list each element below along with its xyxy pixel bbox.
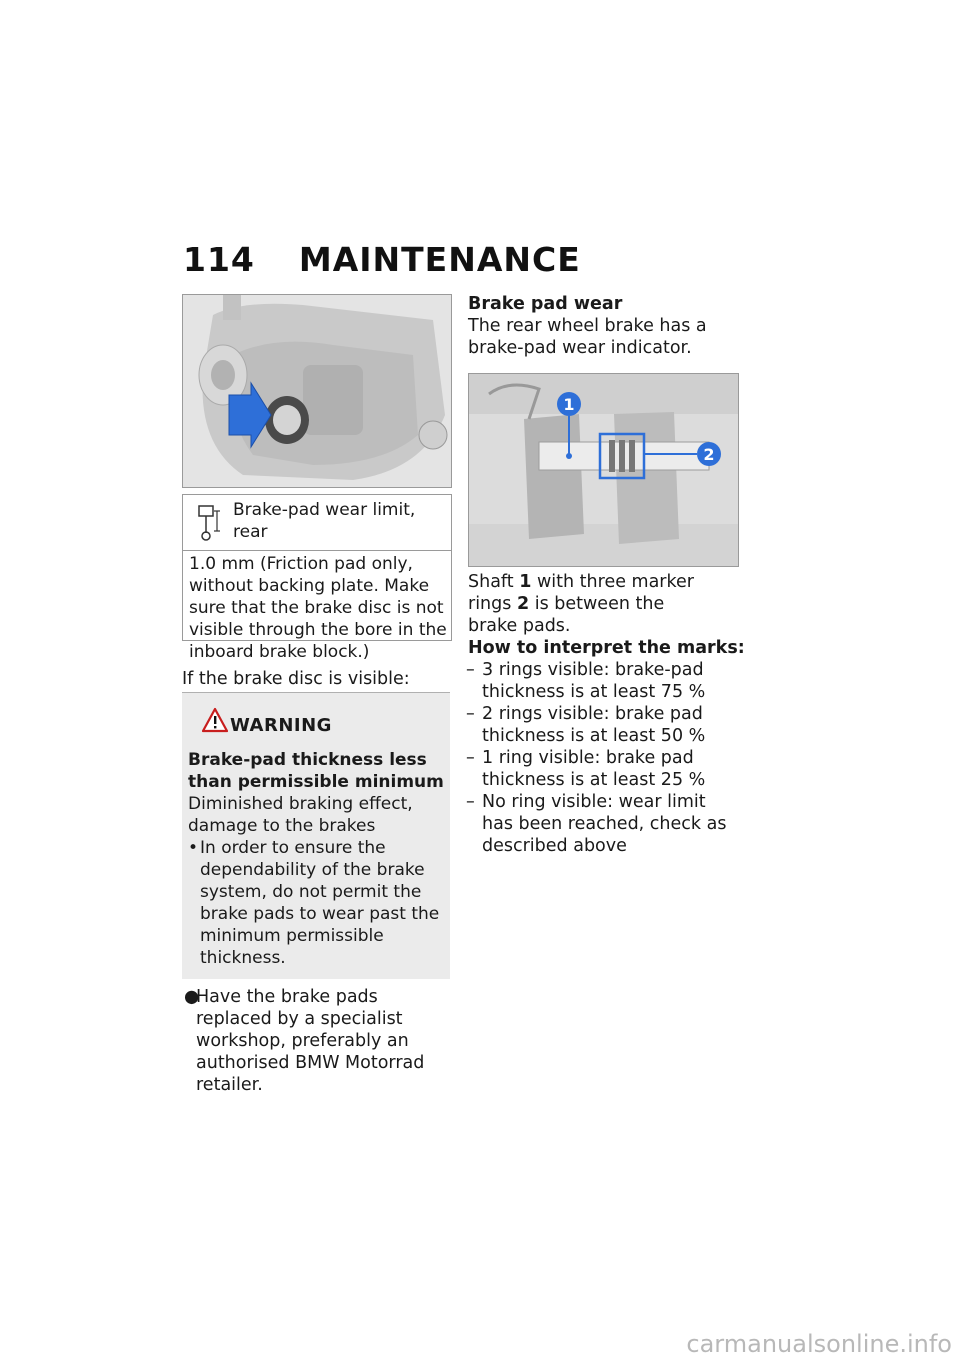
action-text: Have the brake pads replaced by a specialist workshop, preferably an authorised BMW Motorrad retailer. [196, 987, 425, 1095]
watermark: carmanualsonline.info [686, 1330, 952, 1358]
warning-triangle-icon [202, 707, 228, 737]
bullet-icon: • [188, 838, 199, 858]
shaft-text-b: with three marker rings [468, 572, 694, 614]
list-item [466, 659, 738, 703]
shaft-text-c: is between the brake pads. [468, 594, 665, 636]
mark-text: 2 rings visible: brake pad thickness is at least 50 % [482, 704, 706, 746]
list-item [466, 791, 738, 857]
warning-heading: Brake-pad thickness less than permissible minimum [188, 750, 444, 792]
action-item [184, 986, 450, 1096]
mark-text: No ring visible: wear limit has been reached, check as described above [482, 792, 727, 856]
shaft-description [468, 571, 718, 637]
mark-text: 3 rings visible: brake-pad thickness is at least 75 % [482, 660, 706, 702]
dash-icon: – [466, 748, 475, 768]
condition-text: If the brake disc is visible: [182, 669, 410, 689]
spec-value: 1.0 mm (Friction pad only, without backing plate. Make sure that the brake disc is not visible through the bore in the inboard brake block.) [189, 554, 447, 662]
marks-list [466, 659, 738, 857]
action-bullet-icon: ● [184, 987, 200, 1007]
spec-header [183, 495, 451, 551]
section-title: MAINTENANCE [298, 240, 581, 279]
dash-icon: – [466, 792, 475, 812]
brake-pad-wear-intro: The rear wheel brake has a brake-pad wear indicator. [468, 316, 707, 358]
marks-heading: How to interpret the marks: [468, 638, 745, 658]
warning-title: WARNING [230, 715, 332, 736]
dash-icon: – [466, 704, 475, 724]
warning-consequence: Diminished braking effect, damage to the brakes [188, 794, 413, 836]
callout-1: 1 [563, 395, 575, 414]
page-header [183, 240, 581, 279]
warning-body [188, 749, 444, 969]
spec-box [182, 494, 452, 662]
spec-label: Brake-pad wear limit, rear [233, 500, 416, 542]
warning-instruction-text: In order to ensure the dependability of the brake system, do not permit the brake pads to wear past the minimum permissible thickness. [200, 838, 440, 968]
page-number: 114 [183, 240, 255, 279]
shaft-figure [468, 373, 739, 567]
shaft-ref-2: 2 [516, 594, 530, 614]
list-item [466, 747, 738, 791]
brake-pad-wear-heading: Brake pad wear [468, 294, 623, 314]
warning-box [182, 692, 450, 979]
shaft-ref-1: 1 [519, 572, 532, 592]
mark-text: 1 ring visible: brake pad thickness is at least 25 % [482, 748, 706, 790]
dash-icon: – [466, 660, 475, 680]
wear-gauge-icon [195, 503, 225, 547]
list-item [466, 703, 738, 747]
shaft-text-a: Shaft [468, 572, 514, 592]
warning-instruction [188, 837, 444, 969]
callout-2: 2 [703, 445, 715, 464]
caliper-figure [182, 294, 452, 488]
